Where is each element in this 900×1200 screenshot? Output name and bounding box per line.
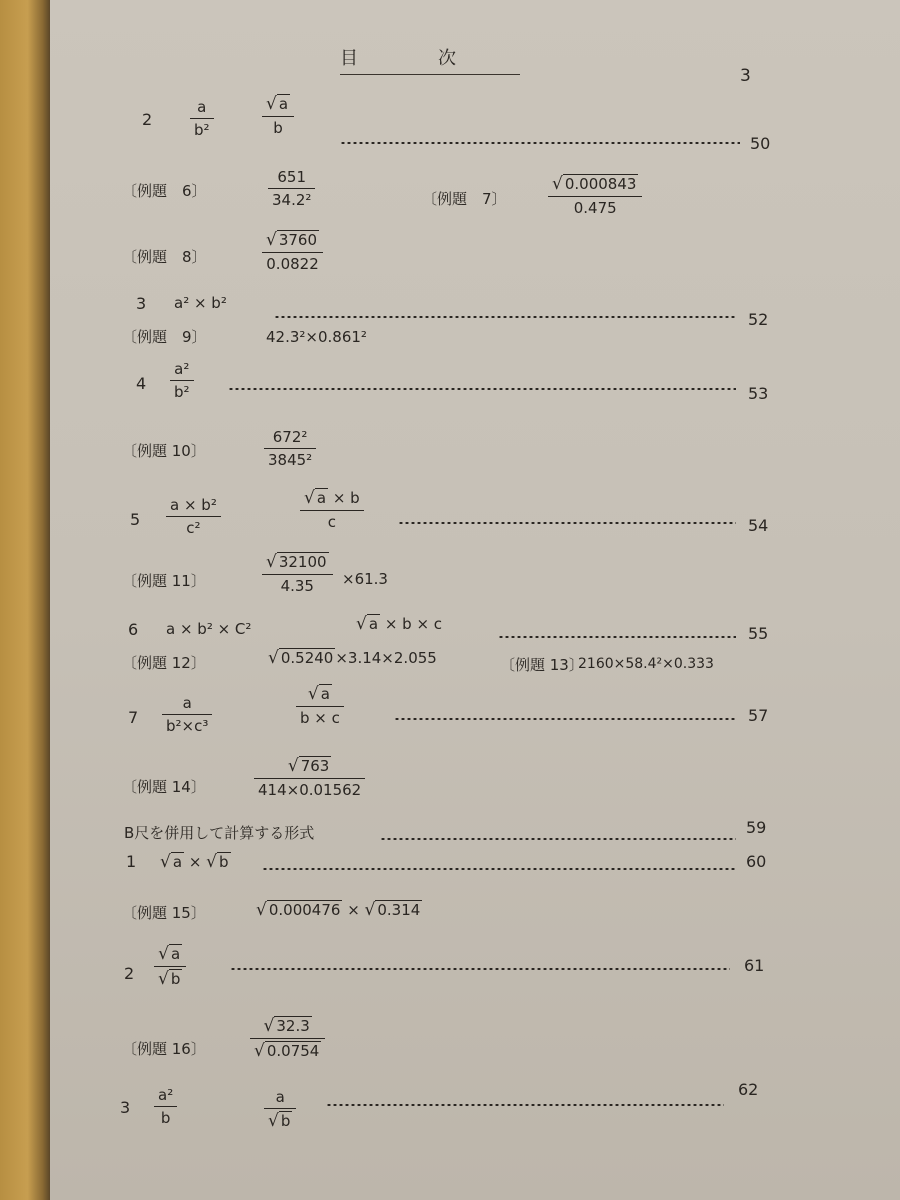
formula: √ $\frac{a}{b}$ <box>262 94 294 137</box>
formula: $\frac{a}{\text{b²}}$ <box>190 98 214 139</box>
example-label: 〔例題 8〕 <box>122 248 207 266</box>
leader-dots <box>274 316 736 318</box>
formula: √ $\frac{0.000843}{0.475}$ <box>548 174 642 217</box>
section-number: 2 <box>142 110 153 129</box>
toc-page-ref: 59 <box>746 818 767 837</box>
formula: $\frac{\text{a²}}{\text{b²}}$ <box>170 360 194 401</box>
example-label: 〔例題 9〕 <box>122 328 207 346</box>
example-label: 〔例題 16〕 <box>122 1040 206 1058</box>
example-label: 〔例題 10〕 <box>122 442 206 460</box>
formula: $\frac{\text{a × b²}}{\text{c²}}$ <box>166 496 221 537</box>
formula: √ $\frac{3760}{0.0822}$ <box>262 230 323 273</box>
example-label: 〔例題 6〕 <box>122 182 207 200</box>
formula: a √ b <box>264 1088 296 1131</box>
formula: √ a × b × c <box>356 614 442 634</box>
toc-page-ref: 52 <box>748 310 769 329</box>
example-label: 〔例題 12〕 <box>122 654 206 672</box>
book-spine <box>0 0 50 1200</box>
formula: $\frac{a}{\text{b²×c³}}$ <box>162 694 212 735</box>
leader-dots <box>262 868 736 870</box>
formula: a × b² × C² <box>166 620 252 638</box>
toc-page-ref: 50 <box>750 134 771 153</box>
page <box>50 0 900 1200</box>
formula: √ 0.000476 × √ 0.314 <box>256 900 422 920</box>
formula: a² × b² <box>174 294 227 312</box>
formula: √ a × √ b <box>160 852 231 872</box>
formula: √ 0.5240 ×3.14×2.055 <box>268 648 437 668</box>
section-number: 7 <box>128 708 139 727</box>
page-number: 3 <box>740 66 751 86</box>
formula: $\frac{\text{672²}}{\text{3845²}}$ <box>264 428 316 469</box>
formula: √ $\frac{32100}{4.35}$ <box>262 552 333 595</box>
section-number: 3 <box>136 294 147 313</box>
toc-page-ref: 61 <box>744 956 765 975</box>
example-label: 〔例題 15〕 <box>122 904 206 922</box>
formula: $\frac{651}{\text{34.2²}}$ <box>268 168 315 209</box>
page-title: 目次 <box>340 44 520 75</box>
toc-page-ref: 53 <box>748 384 769 403</box>
example-label: 〔例題 13〕 <box>500 656 584 674</box>
leader-dots <box>340 142 740 144</box>
section-number: 2 <box>124 964 135 983</box>
formula: √ $\frac{763}{414\times 0.01562}$ <box>254 756 365 799</box>
example-label: 〔例題 11〕 <box>122 572 206 590</box>
section-number: 4 <box>136 374 147 393</box>
toc-page-ref: 54 <box>748 516 769 535</box>
formula: $\frac{\text{a²}}{b}$ <box>154 1086 177 1127</box>
leader-dots <box>498 636 736 638</box>
section-number: 6 <box>128 620 139 639</box>
leader-dots <box>230 968 730 970</box>
formula: √ a √ b <box>154 944 186 989</box>
example-label: 〔例題 14〕 <box>122 778 206 796</box>
toc-page-ref: 62 <box>738 1080 759 1099</box>
formula: √ 32.3 √ 0.0754 <box>250 1016 325 1061</box>
formula: ×61.3 <box>342 570 388 588</box>
section-number: 1 <box>126 852 137 871</box>
formula: 42.3²×0.861² <box>266 328 367 346</box>
section-heading: B尺を併用して計算する形式 <box>124 824 315 842</box>
toc-page-ref: 55 <box>748 624 769 643</box>
toc-page-ref: 60 <box>746 852 767 871</box>
leader-dots <box>394 718 736 720</box>
formula: 2160×58.4²×0.333 <box>578 656 714 672</box>
leader-dots <box>398 522 736 524</box>
section-number: 5 <box>130 510 141 529</box>
example-label: 〔例題 7〕 <box>422 190 507 208</box>
formula: √ $\frac{a \times b}{c}$ <box>300 488 364 531</box>
leader-dots <box>380 838 736 840</box>
formula: √ $\frac{a}{b \times c}$ <box>296 684 344 727</box>
section-number: 3 <box>120 1098 131 1117</box>
leader-dots <box>326 1104 724 1106</box>
leader-dots <box>228 388 736 390</box>
toc-page-ref: 57 <box>748 706 769 725</box>
